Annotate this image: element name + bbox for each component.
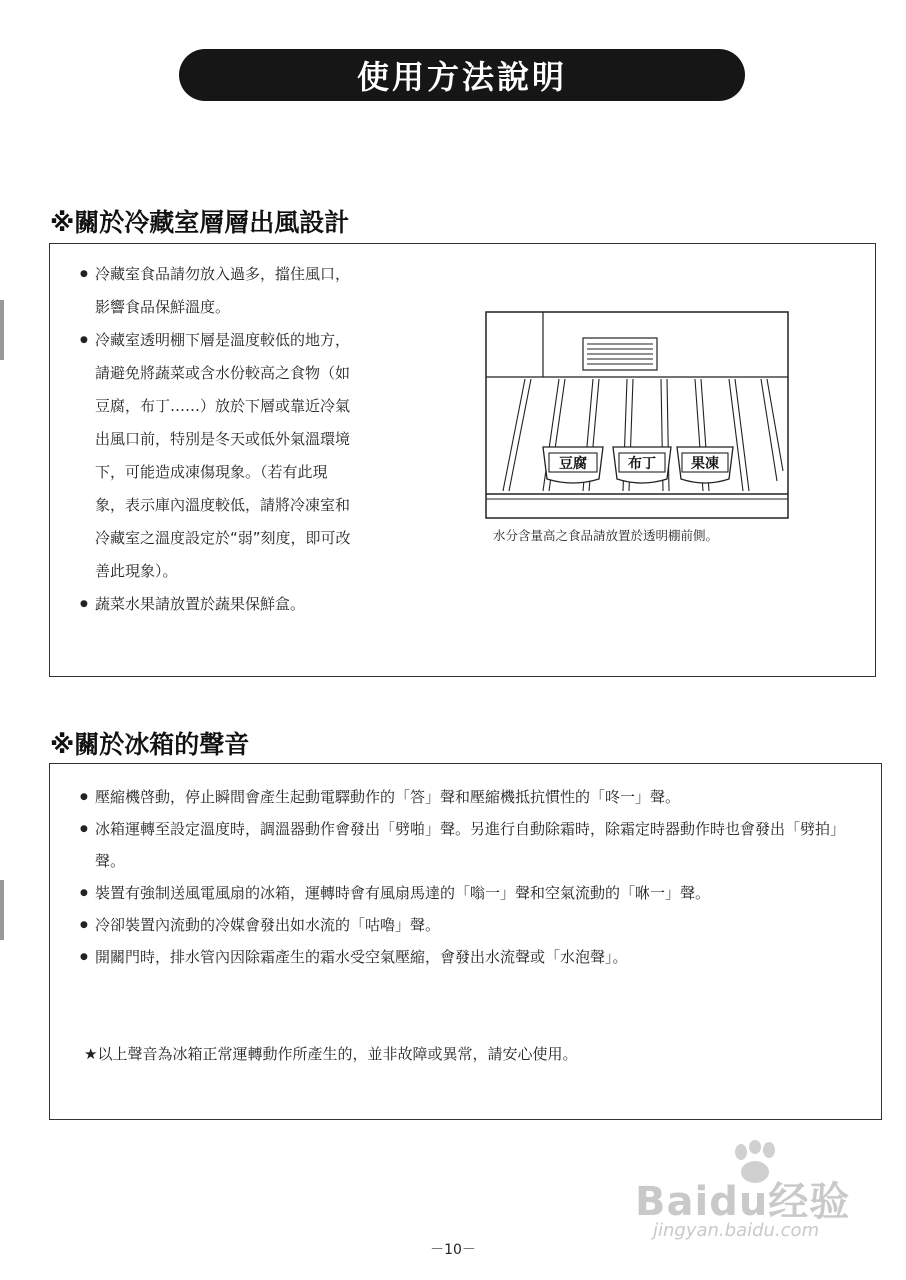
food-label-tofu: 豆腐 [559, 456, 587, 472]
food-container-tofu [543, 447, 603, 483]
baidu-watermark [635, 1140, 875, 1250]
vent-design-list [80, 258, 352, 621]
section-heading-fridge-sounds: ※關於冰箱的聲音 [50, 730, 250, 759]
page-title: 使用方法說明 [356, 58, 567, 96]
page-title-banner [179, 49, 745, 101]
list-item: ● 蔬菜水果請放置於蔬果保鮮盒。 [80, 588, 352, 621]
list-item: ● 冷藏室食品請勿放入過多，擋住風口，影響食品保鮮溫度。 [80, 258, 352, 324]
normal-operation-note: ★以上聲音為冰箱正常運轉動作所產生的，並非故障或異常，請安心使用。 [84, 1045, 578, 1063]
food-container-jelly [677, 447, 733, 483]
food-label-pudding: 布丁 [628, 456, 656, 472]
figure-caption: 水分含量高之食品請放置於透明棚前側。 [493, 528, 719, 543]
food-container-pudding [613, 447, 671, 483]
watermark-url: jingyan.baidu.com [653, 1220, 820, 1241]
binding-edge-mark [0, 880, 4, 940]
fridge-sounds-list [80, 781, 870, 973]
section-heading-vent-design: ※關於冷藏室層層出風設計 [50, 208, 350, 237]
list-item: ● 壓縮機啓動，停止瞬間會產生起動電驛動作的「答」聲和壓縮機抵抗慣性的「咚一」聲。 [80, 781, 870, 813]
food-label-jelly: 果凍 [691, 456, 719, 472]
list-item: ● 冷藏室透明棚下層是溫度較低的地方，請避免將蔬菜或含水份較高之食物（如豆腐，布丁……）放於下層或靠近冷氣出風口前，特別是冬天或低外氣溫環境下，可能造成凍傷現象。（若有此現象，表示庫內溫度較低，請將冷凍室和冷藏室之溫度設定於“弱”刻度，即可改善此現象）。 [80, 324, 352, 588]
list-item: ● 開關門時，排水管內因除霜產生的霜水受空氣壓縮，會發出水流聲或「水泡聲」。 [80, 941, 870, 973]
page-number: －10－ [430, 1242, 476, 1258]
fridge-shelf-illustration [485, 311, 789, 519]
list-item: ● 裝置有強制送風電風扇的冰箱，運轉時會有風扇馬達的「嗡一」聲和空氣流動的「咻一」聲。 [80, 877, 870, 909]
air-vent-icon [583, 338, 657, 370]
watermark-logo: Baidu经验 [635, 1179, 851, 1225]
binding-edge-mark [0, 300, 4, 360]
list-item: ● 冷卻裝置內流動的冷媒會發出如水流的「咕嚕」聲。 [80, 909, 870, 941]
list-item: ● 冰箱運轉至設定溫度時，調溫器動作會發出「劈啪」聲。另進行自動除霜時，除霜定時器動作時也會發出「劈拍」聲。 [80, 813, 870, 877]
